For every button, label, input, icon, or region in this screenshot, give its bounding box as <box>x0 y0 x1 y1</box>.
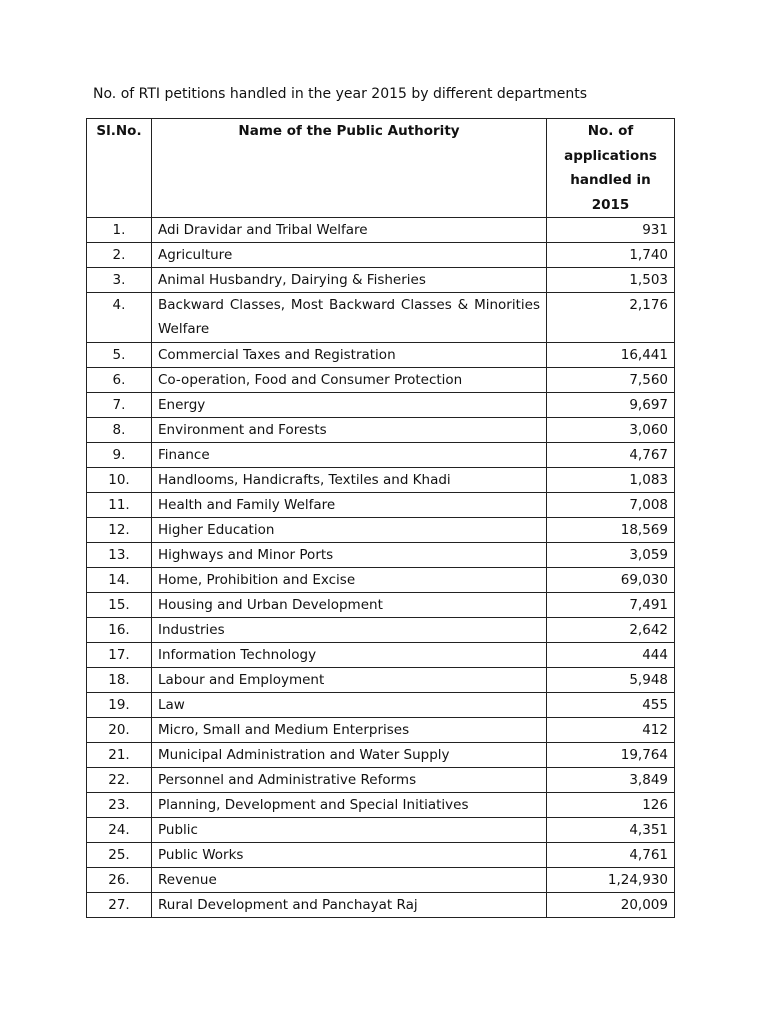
row-public-authority: Information Technology <box>152 643 547 668</box>
table-row <box>87 493 675 518</box>
table-row <box>87 718 675 743</box>
row-serial-number: 20. <box>87 718 152 743</box>
row-serial-number: 21. <box>87 743 152 768</box>
table-body <box>87 218 675 918</box>
header-sl-no: Sl.No. <box>87 119 152 218</box>
row-serial-number: 10. <box>87 468 152 493</box>
row-serial-number: 13. <box>87 543 152 568</box>
row-public-authority: Higher Education <box>152 518 547 543</box>
row-applications-count: 455 <box>547 693 675 718</box>
row-public-authority: Health and Family Welfare <box>152 493 547 518</box>
row-public-authority: Personnel and Administrative Reforms <box>152 768 547 793</box>
row-public-authority: Highways and Minor Ports <box>152 543 547 568</box>
row-applications-count: 18,569 <box>547 518 675 543</box>
row-public-authority: Adi Dravidar and Tribal Welfare <box>152 218 547 243</box>
table-caption: No. of RTI petitions handled in the year 2015 by different departments <box>93 86 588 102</box>
row-public-authority: Handlooms, Handicrafts, Textiles and Khadi <box>152 468 547 493</box>
row-applications-count: 5,948 <box>547 668 675 693</box>
row-applications-count: 69,030 <box>547 568 675 593</box>
table-row <box>87 618 675 643</box>
row-applications-count: 444 <box>547 643 675 668</box>
table-row <box>87 218 675 243</box>
table-row <box>87 593 675 618</box>
row-public-authority: Revenue <box>152 868 547 893</box>
table-row <box>87 893 675 918</box>
row-serial-number: 2. <box>87 243 152 268</box>
row-serial-number: 5. <box>87 343 152 368</box>
row-public-authority: Animal Husbandry, Dairying & Fisheries <box>152 268 547 293</box>
row-serial-number: 24. <box>87 818 152 843</box>
row-serial-number: 15. <box>87 593 152 618</box>
row-applications-count: 20,009 <box>547 893 675 918</box>
row-applications-count: 4,761 <box>547 843 675 868</box>
row-serial-number: 3. <box>87 268 152 293</box>
row-serial-number: 22. <box>87 768 152 793</box>
row-serial-number: 1. <box>87 218 152 243</box>
row-applications-count: 412 <box>547 718 675 743</box>
row-applications-count: 7,491 <box>547 593 675 618</box>
row-applications-count: 3,060 <box>547 418 675 443</box>
row-serial-number: 7. <box>87 393 152 418</box>
table-row <box>87 768 675 793</box>
row-public-authority: Energy <box>152 393 547 418</box>
row-public-authority: Commercial Taxes and Registration <box>152 343 547 368</box>
row-applications-count: 1,740 <box>547 243 675 268</box>
table-row <box>87 518 675 543</box>
row-serial-number: 16. <box>87 618 152 643</box>
row-public-authority: Backward Classes, Most Backward Classes & Minorities Welfare <box>152 293 547 343</box>
row-public-authority: Public Works <box>152 843 547 868</box>
row-public-authority: Home, Prohibition and Excise <box>152 568 547 593</box>
row-public-authority: Rural Development and Panchayat Raj <box>152 893 547 918</box>
table-row <box>87 793 675 818</box>
row-applications-count: 1,083 <box>547 468 675 493</box>
table-row <box>87 468 675 493</box>
row-serial-number: 4. <box>87 293 152 343</box>
table-row <box>87 743 675 768</box>
table-row <box>87 693 675 718</box>
rti-petitions-table <box>86 118 675 918</box>
row-applications-count: 2,642 <box>547 618 675 643</box>
row-applications-count: 1,503 <box>547 268 675 293</box>
row-serial-number: 19. <box>87 693 152 718</box>
table-row <box>87 293 675 343</box>
row-serial-number: 14. <box>87 568 152 593</box>
row-applications-count: 931 <box>547 218 675 243</box>
row-serial-number: 9. <box>87 443 152 468</box>
row-applications-count: 3,059 <box>547 543 675 568</box>
row-applications-count: 9,697 <box>547 393 675 418</box>
row-applications-count: 19,764 <box>547 743 675 768</box>
row-applications-count: 4,767 <box>547 443 675 468</box>
table-header-row <box>87 119 675 218</box>
table-row <box>87 393 675 418</box>
table-row <box>87 418 675 443</box>
row-applications-count: 16,441 <box>547 343 675 368</box>
row-serial-number: 8. <box>87 418 152 443</box>
table-row <box>87 568 675 593</box>
row-public-authority: Environment and Forests <box>152 418 547 443</box>
header-applications-count: No. of applications handled in 2015 <box>547 119 675 218</box>
row-applications-count: 7,008 <box>547 493 675 518</box>
table-row <box>87 243 675 268</box>
row-applications-count: 3,849 <box>547 768 675 793</box>
table-row <box>87 343 675 368</box>
row-public-authority: Labour and Employment <box>152 668 547 693</box>
row-serial-number: 27. <box>87 893 152 918</box>
row-public-authority: Micro, Small and Medium Enterprises <box>152 718 547 743</box>
table-row <box>87 268 675 293</box>
row-public-authority: Planning, Development and Special Initiatives <box>152 793 547 818</box>
header-public-authority: Name of the Public Authority <box>152 119 547 218</box>
row-serial-number: 25. <box>87 843 152 868</box>
row-serial-number: 6. <box>87 368 152 393</box>
row-serial-number: 11. <box>87 493 152 518</box>
table-row <box>87 643 675 668</box>
table-row <box>87 668 675 693</box>
table-row <box>87 868 675 893</box>
table-row <box>87 543 675 568</box>
row-serial-number: 26. <box>87 868 152 893</box>
table-row <box>87 368 675 393</box>
row-serial-number: 12. <box>87 518 152 543</box>
row-public-authority: Agriculture <box>152 243 547 268</box>
row-applications-count: 1,24,930 <box>547 868 675 893</box>
row-public-authority: Municipal Administration and Water Supply <box>152 743 547 768</box>
row-applications-count: 126 <box>547 793 675 818</box>
row-public-authority: Law <box>152 693 547 718</box>
row-serial-number: 23. <box>87 793 152 818</box>
row-public-authority: Industries <box>152 618 547 643</box>
row-applications-count: 7,560 <box>547 368 675 393</box>
table-row <box>87 843 675 868</box>
row-applications-count: 4,351 <box>547 818 675 843</box>
row-public-authority: Public <box>152 818 547 843</box>
row-public-authority: Finance <box>152 443 547 468</box>
row-serial-number: 18. <box>87 668 152 693</box>
row-serial-number: 17. <box>87 643 152 668</box>
table-row <box>87 818 675 843</box>
row-public-authority: Housing and Urban Development <box>152 593 547 618</box>
row-public-authority: Co-operation, Food and Consumer Protection <box>152 368 547 393</box>
row-applications-count: 2,176 <box>547 293 675 343</box>
table-row <box>87 443 675 468</box>
